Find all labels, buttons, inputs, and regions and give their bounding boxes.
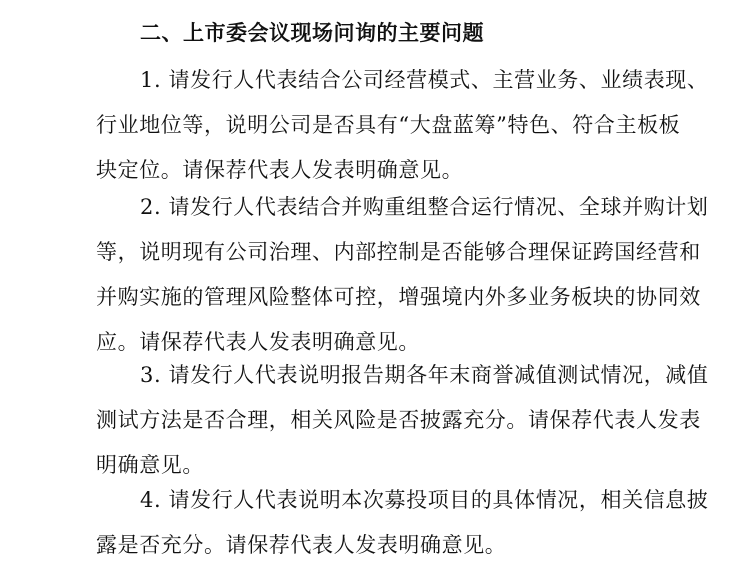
paragraph-1 [96,58,709,193]
paragraph-line: 4. 请发行人代表说明本次募投项目的具体情况，相关信息披 [140,488,709,512]
paragraph-line: 等，说明现有公司治理、内部控制是否能够合理保证跨国经营和 [96,240,701,264]
paragraph-line: 行业地位等，说明公司是否具有“大盘蓝筹”特色、符合主板板 [96,113,681,137]
paragraph-line: 1. 请发行人代表结合公司经营模式、主营业务、业绩表现、 [140,68,709,92]
paragraph-line: 2. 请发行人代表结合并购重组整合运行情况、全球并购计划 [140,195,709,219]
paragraph-line: 块定位。请保荐代表人发表明确意见。 [96,158,464,182]
paragraph-line: 并购实施的管理风险整体可控，增强境内外多业务板块的协同效 [96,285,701,309]
paragraph-line: 应。请保荐代表人发表明确意见。 [96,330,420,354]
paragraph-line: 测试方法是否合理，相关风险是否披露充分。请保荐代表人发表 [96,408,701,432]
paragraph-line: 露是否充分。请保荐代表人发表明确意见。 [96,533,507,557]
paragraph-4 [96,478,709,568]
paragraph-2 [96,185,709,365]
section-heading: 二、上市委会议现场问询的主要问题 [140,20,484,45]
paragraph-line: 明确意见。 [96,453,204,477]
paragraph-line: 3. 请发行人代表说明报告期各年末商誉减值测试情况，减值 [140,363,709,387]
paragraph-3 [96,353,709,488]
